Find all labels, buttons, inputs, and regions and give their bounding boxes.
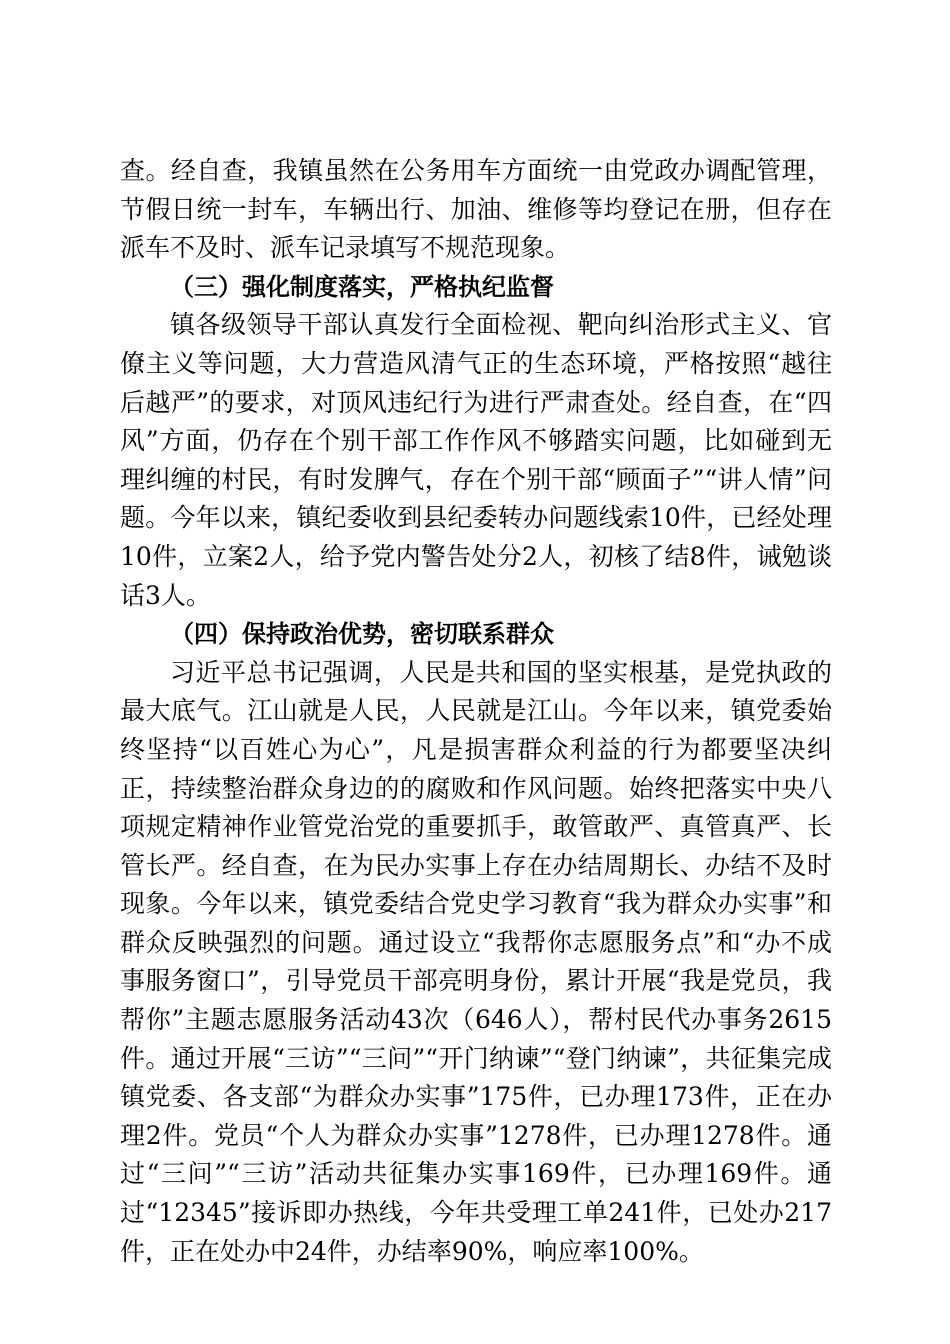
paragraph-discipline-supervision: 镇各级领导干部认真发行全面检视、靶向纠治形式主义、官僚主义等问题，大力营造风清气正的生态环境，严格按照“越往后越严”的要求，对顶风违纪行为进行严肃查处。经自查，在“四风”方面，仍存在个别干部工作作风不够踏实问题，比如碰到无理纠缠的村民，有时发脾气，存在个别干部“顾面子”“讲人情”问题。今年以来，镇纪委收到县纪委转办问题线索10件，已经处理10件，立案2人，给予党内警告处分2人，初核了结8件，诫勉谈话3人。 — [120, 310, 832, 610]
paragraph-mass-contact: 习近平总书记强调，人民是共和国的坚实根基，是党执政的最大底气。江山就是人民，人民就是江山。今年以来，镇党委始终坚持“以百姓心为心”，凡是损害群众利益的行为都要坚决纠正，持续整治群众身边的的腐败和作风问题。始终把落实中央八项规定精神作业管党治党的重要抓手，敢管敢严、真管真严、长管长严。经自查，在为民办实事上存在办结周期长、办结不及时现象。今年以来，镇党委结合党史学习教育“我为群众办实事”和群众反映强烈的问题。通过设立“我帮你志愿服务点”和“办不成事服务窗口”，引导党员干部亮明身份，累计开展“我是党员，我帮你”主题志愿服务活动43次（646人），帮村民代办事务2615件。通过开展“三访”“三问”“开门纳谏”“登门纳谏”，共征集完成镇党委、各支部“为群众办实事”175件，已办理173件，正在办理2件。党员“个人为群众办实事”1278件，已办理1278件。通过“三问”“三访”活动共征集办实事169件，已办理169件。通过“12345”接诉即办热线，今年共受理工单241件，已处办217件，正在处办中24件，办结率90%，响应率100%。 — [120, 657, 832, 1266]
paragraph-vehicle-management: 查。经自查，我镇虽然在公务用车方面统一由党政办调配管理，节假日统一封车，车辆出行、加油、维修等均登记在册，但存在派车不及时、派车记录填写不规范现象。 — [120, 156, 832, 263]
section-heading-four: （四）保持政治优势，密切联系群众 — [170, 620, 554, 649]
document-body — [120, 152, 832, 1271]
section-heading-three: （三）强化制度落实，严格执纪监督 — [170, 272, 554, 301]
